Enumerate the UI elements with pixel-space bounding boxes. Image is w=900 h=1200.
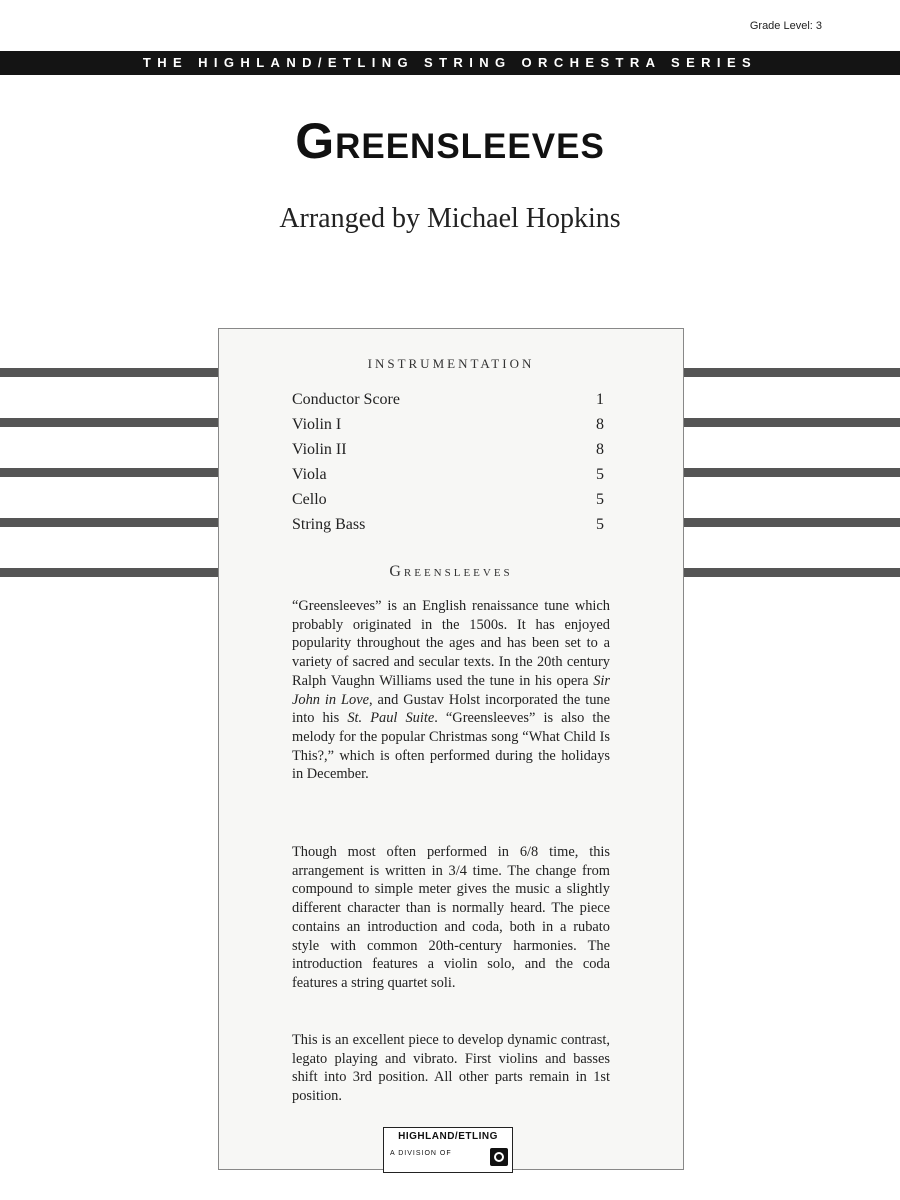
instrumentation-row [292, 441, 604, 463]
staff-line-right-2 [684, 418, 900, 427]
staff-line-left-1 [0, 368, 218, 377]
program-note-paragraph-2: Though most often performed in 6/8 time, this arrangement is written in 3/4 time. The change from compound to simple meter gives the music a slightly different character than is normally heard. The piece contains an introduction and coda, both in a rubato style with common 20th-century harmonies. The introduction features a violin solo, and the coda features a string quartet soli. [292, 844, 610, 991]
note-text: . “Greensleeves” is also the melody for the popular Christmas song “What Child Is This?,” which is often performed during the holidays in December. [292, 710, 610, 783]
staff-line-right-3 [684, 468, 900, 477]
part-count: 5 [596, 491, 604, 508]
instrumentation-row [292, 491, 604, 513]
part-count: 5 [596, 466, 604, 483]
staff-line-left-5 [0, 568, 218, 577]
alfred-logo-icon [490, 1148, 508, 1166]
part-name: Cello [292, 491, 327, 508]
part-count: 8 [596, 441, 604, 458]
staff-line-left-2 [0, 418, 218, 427]
staff-line-left-3 [0, 468, 218, 477]
publisher-tagline: A DIVISION OF [390, 1150, 452, 1157]
part-count: 5 [596, 516, 604, 533]
series-banner: THE HIGHLAND/ETLING STRING ORCHESTRA SERIES [0, 51, 900, 75]
part-count: 1 [596, 391, 604, 408]
part-name: Violin II [292, 441, 347, 458]
instrumentation-row [292, 516, 604, 538]
note-text: , and Gustav Holst incorporated the tune into his [292, 691, 610, 727]
program-note-paragraph-3: This is an excellent piece to develop dynamic contrast, legato playing and vibrato. First violins and basses shift into 3rd position. All other parts remain in 1st position. [292, 1032, 610, 1105]
instrumentation-row [292, 416, 604, 438]
note-text: “Greensleeves” is an English renaissance tune which probably originated in the 1500s. It has enjoyed popularity throughout the ages and has been set to a variety of sacred and secular texts. In the 20th century Ralph Vaughn Williams used the tune in his opera [292, 598, 610, 689]
program-note-paragraph-1 [292, 597, 610, 784]
page-title: Greensleeves [295, 113, 605, 169]
opera-title: Sir John in Love [292, 672, 610, 708]
staff-line-right-1 [684, 368, 900, 377]
arranger-credit: Arranged by Michael Hopkins [279, 203, 621, 234]
instrumentation-row [292, 391, 604, 413]
notes-heading: Greensleeves [389, 563, 513, 580]
part-name: Violin I [292, 416, 342, 433]
staff-line-left-4 [0, 518, 218, 527]
staff-line-right-4 [684, 518, 900, 527]
suite-title: St. Paul Suite [347, 710, 435, 727]
instrumentation-heading: INSTRUMENTATION [367, 356, 535, 371]
part-name: Viola [292, 466, 327, 483]
publisher-logo [383, 1127, 513, 1173]
staff-line-right-5 [684, 568, 900, 577]
instrumentation-row [292, 466, 604, 488]
part-count: 8 [596, 416, 604, 433]
grade-level: Grade Level: 3 [749, 20, 822, 32]
publisher-name: HIGHLAND/ETLING [398, 1131, 498, 1142]
part-name: Conductor Score [292, 391, 400, 408]
part-name: String Bass [292, 516, 366, 533]
